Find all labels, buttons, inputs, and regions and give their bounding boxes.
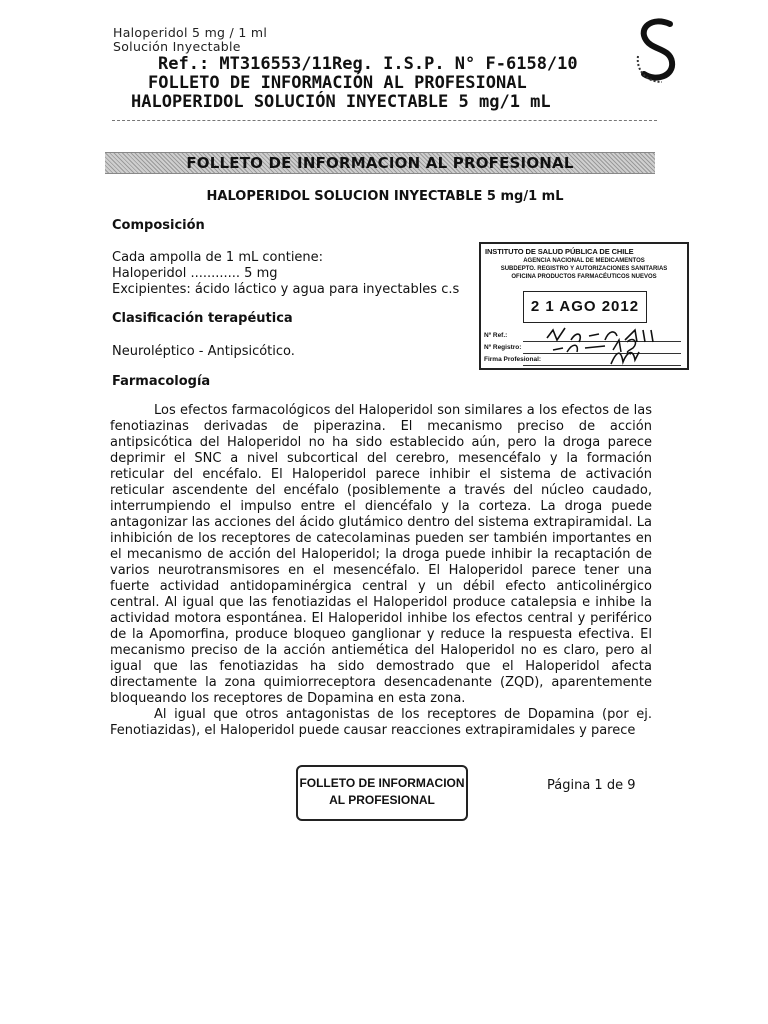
composicion-line: Haloperidol ............ 5 mg — [112, 266, 278, 281]
heading-clasificacion: Clasificación terapéutica — [112, 311, 293, 326]
stamp-subdept: SUBDEPTO. REGISTRO Y AUTORIZACIONES SANITARIAS — [500, 266, 668, 272]
reference-line: Ref.: MT316553/11Reg. I.S.P. N° F-6158/10 — [158, 54, 578, 74]
farmacologia-body — [110, 403, 652, 739]
stamp-date: 2 1 AGO 2012 — [523, 291, 647, 323]
clasificacion-text: Neuroléptico - Antipsicótico. — [112, 344, 295, 359]
heading-composicion: Composición — [112, 218, 205, 233]
handwritten-signature-icon — [541, 324, 687, 368]
approval-stamp — [479, 242, 689, 370]
page-number: Página 1 de 9 — [547, 778, 636, 793]
heading-farmacologia: Farmacología — [112, 374, 211, 389]
footer-stamp-line: AL PROFESIONAL — [329, 793, 435, 807]
header-product-title: HALOPERIDOL SOLUCIÓN INYECTABLE 5 mg/1 mL — [131, 92, 551, 112]
product-name: Haloperidol 5 mg / 1 ml — [113, 25, 268, 40]
logo-mark-icon — [632, 16, 682, 86]
section-banner — [105, 152, 655, 174]
logo — [632, 16, 682, 86]
header-title: FOLLETO DE INFORMACIÓN AL PROFESIONAL — [148, 73, 527, 93]
composicion-line: Excipientes: ácido láctico y agua para inyectables c.s — [112, 282, 460, 297]
stamp-agency: AGENCIA NACIONAL DE MEDICAMENTOS — [523, 258, 645, 264]
stamp-office: OFICINA PRODUCTOS FARMACÉUTICOS NUEVOS — [511, 274, 657, 280]
stamp-field-reg: Nº Registro: — [484, 344, 522, 351]
paragraph: Al igual que otros antagonistas de los receptores de Dopamina (por ej. Fenotiazidas), el Haloperidol puede causar reacciones extrapiramidales y parece — [110, 707, 652, 738]
header-divider — [112, 120, 657, 121]
composicion-line: Cada ampolla de 1 mL contiene: — [112, 250, 324, 265]
document-subtitle: HALOPERIDOL SOLUCION INYECTABLE 5 mg/1 mL — [206, 189, 564, 204]
stamp-institute: INSTITUTO DE SALUD PÚBLICA DE CHILE — [485, 247, 634, 256]
banner-text: FOLLETO DE INFORMACION AL PROFESIONAL — [186, 154, 574, 172]
stamp-field-firma: Firma Profesional: — [484, 356, 542, 363]
paragraph: Los efectos farmacológicos del Haloperidol son similares a los efectos de las fenotiazinas derivadas de piperazina. El mecanismo preciso de acción antipsicótica del Haloperidol no ha sido establecido aún, pero la droga parece deprimir el SNC a nivel subcortical del cerebro, mesencéfalo y la formación reticular del encéfalo. El Haloperidol parece inhibir el sistema de activación reticular ascendente del encéfalo (posiblemente a través del núcleo caudado, interrumpiendo el impulso entre el diencéfalo y la corteza. La droga puede antagonizar las acciones del ácido glutámico dentro del sistema extrapiramidal. La inhibición de los receptores de catecolaminas pueden ser también importantes en el mecanismo de acción del Haloperidol; la droga puede inhibir la recaptación de varios neurotransmisores en el mesencéfalo. El Haloperidol parece tener una fuerte actividad antidopaminérgica central y un débil efecto anticolinérgico central. Al igual que las fenotiazidas el Haloperidol produce catalepsia e inhibe la actividad motora espontánea. El Haloperidol inhibe los efectos central y periférico de la Apomorfina, produce bloqueo ganglionar y reduce la respuesta efectiva. El mecanismo preciso de la acción antiemética del Haloperidol no es claro, pero al igual que las fenotiazidas ha sido demostrado que el Haloperidol afecta directamente la zona quimiorreceptora desencadenante (ZQD), aparentemente bloqueando los receptores de Dopamina en esta zona. — [110, 403, 652, 706]
product-form: Solución Inyectable — [113, 39, 241, 54]
footer-stamp — [296, 765, 468, 821]
stamp-field-ref: Nº Ref.: — [484, 332, 508, 339]
footer-stamp-line: FOLLETO DE INFORMACION — [299, 776, 465, 790]
